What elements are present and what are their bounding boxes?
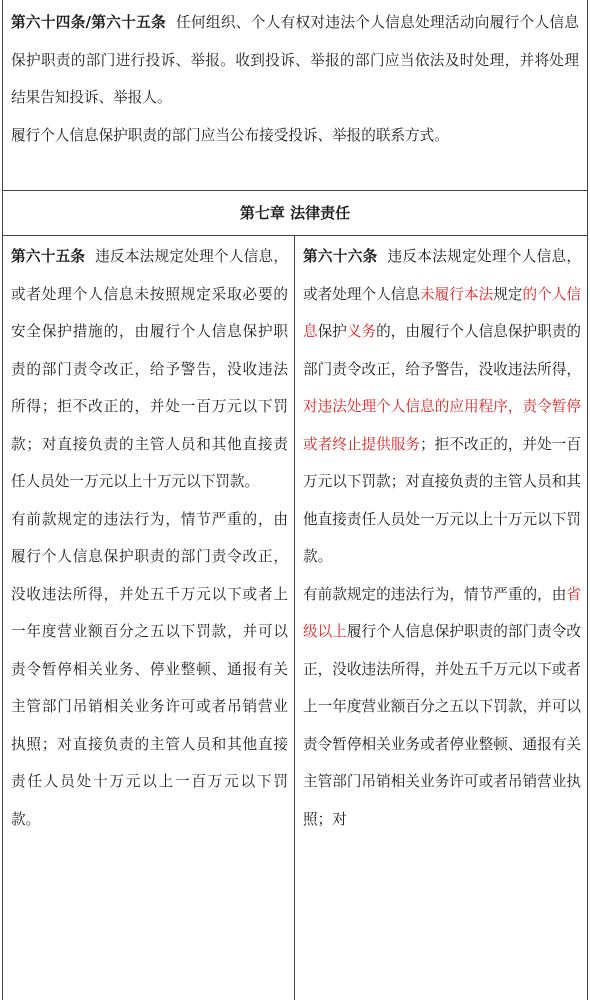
article-heading: 第六十六条 xyxy=(303,248,378,265)
comparison-table xyxy=(2,0,588,1000)
text-segment: 保护 xyxy=(317,323,347,340)
text-segment: ；拒不改正的，并处一百万元以下罚款；对直接负责的主管人员和其他直接责任人员处一万元以上十万元以下罚款。 xyxy=(303,435,581,565)
article-heading: 第六十五条 xyxy=(11,248,86,265)
table-row-articles-64-65 xyxy=(3,0,587,191)
paragraph xyxy=(11,238,288,501)
chapter-heading: 第七章 法律责任 xyxy=(3,191,587,236)
highlighted-change: 义务 xyxy=(346,323,377,340)
article-heading: 第六十四条/第六十五条 xyxy=(11,14,167,31)
highlighted-change: 的个人信息 xyxy=(303,285,581,340)
paragraph xyxy=(11,501,288,839)
highlighted-change: 对违法处理个人信息的应用程序，责令暂停或者终止提供服务 xyxy=(303,398,581,453)
paragraph xyxy=(11,4,579,117)
highlighted-change: 未履行本法 xyxy=(420,285,494,303)
paragraph-text: 履行个人信息保护职责的部门应当公布接受投诉、举报的联系方式。 xyxy=(11,126,449,144)
paragraph xyxy=(11,117,579,155)
text-segment: 履行个人信息保护职责的部门责令改正，没收违法所得，并处五千万元以下或者上一年度营业额百分之五以下罚款，并可以责令暂停相关业务或者停业整顿、通报有关主管部门吊销相关业务许可或者吊销营业执照；对 xyxy=(303,623,581,828)
text-segment: 有前款规定的违法行为，情节严重的，由 xyxy=(303,585,567,603)
text-segment: 规定 xyxy=(493,285,523,303)
paragraph xyxy=(303,576,581,839)
text-segment: 违反本法规定处理个人信息，或者处理个人信息 xyxy=(303,248,581,303)
highlighted-change: 省级以上 xyxy=(303,585,581,640)
paragraph-text: 任何组织、个人有权对违法个人信息处理活动向履行个人信息保护职责的部门进行投诉、举报。收到投诉、举报的部门应当依法及时处理，并将处理结果告知投诉、举报人。 xyxy=(11,14,579,106)
table-row-article-comparison xyxy=(3,236,587,1000)
text-segment: 的，由履行个人信息保护职责的部门责令改正，给予警告，没收违法所得， xyxy=(303,323,581,378)
cell-article-64-65 xyxy=(3,0,587,154)
cell-new-article xyxy=(295,236,587,1000)
cell-old-article xyxy=(3,236,295,1000)
paragraph-text: 违反本法规定处理个人信息，或者处理个人信息未按照规定采取必要的安全保护措施的，由履行个人信息保护职责的部门责令改正，给予警告，没收违法所得；拒不改正的，并处一百万元以下罚款；对直接负责的主管人员和其他直接责任人员处一万元以上十万元以下罚款。 xyxy=(11,248,288,490)
paragraph xyxy=(303,238,581,576)
paragraph-text: 有前款规定的违法行为，情节严重的，由履行个人信息保护职责的部门责令改正，没收违法所得，并处五千万元以下或者上一年度营业额百分之五以下罚款，并可以责令暂停相关业务、停业整顿、通报有关主管部门吊销相关业务许可或者吊销营业执照；对直接负责的主管人员和其他直接责任人员处十万元以上一百万元以下罚款。 xyxy=(11,510,288,828)
